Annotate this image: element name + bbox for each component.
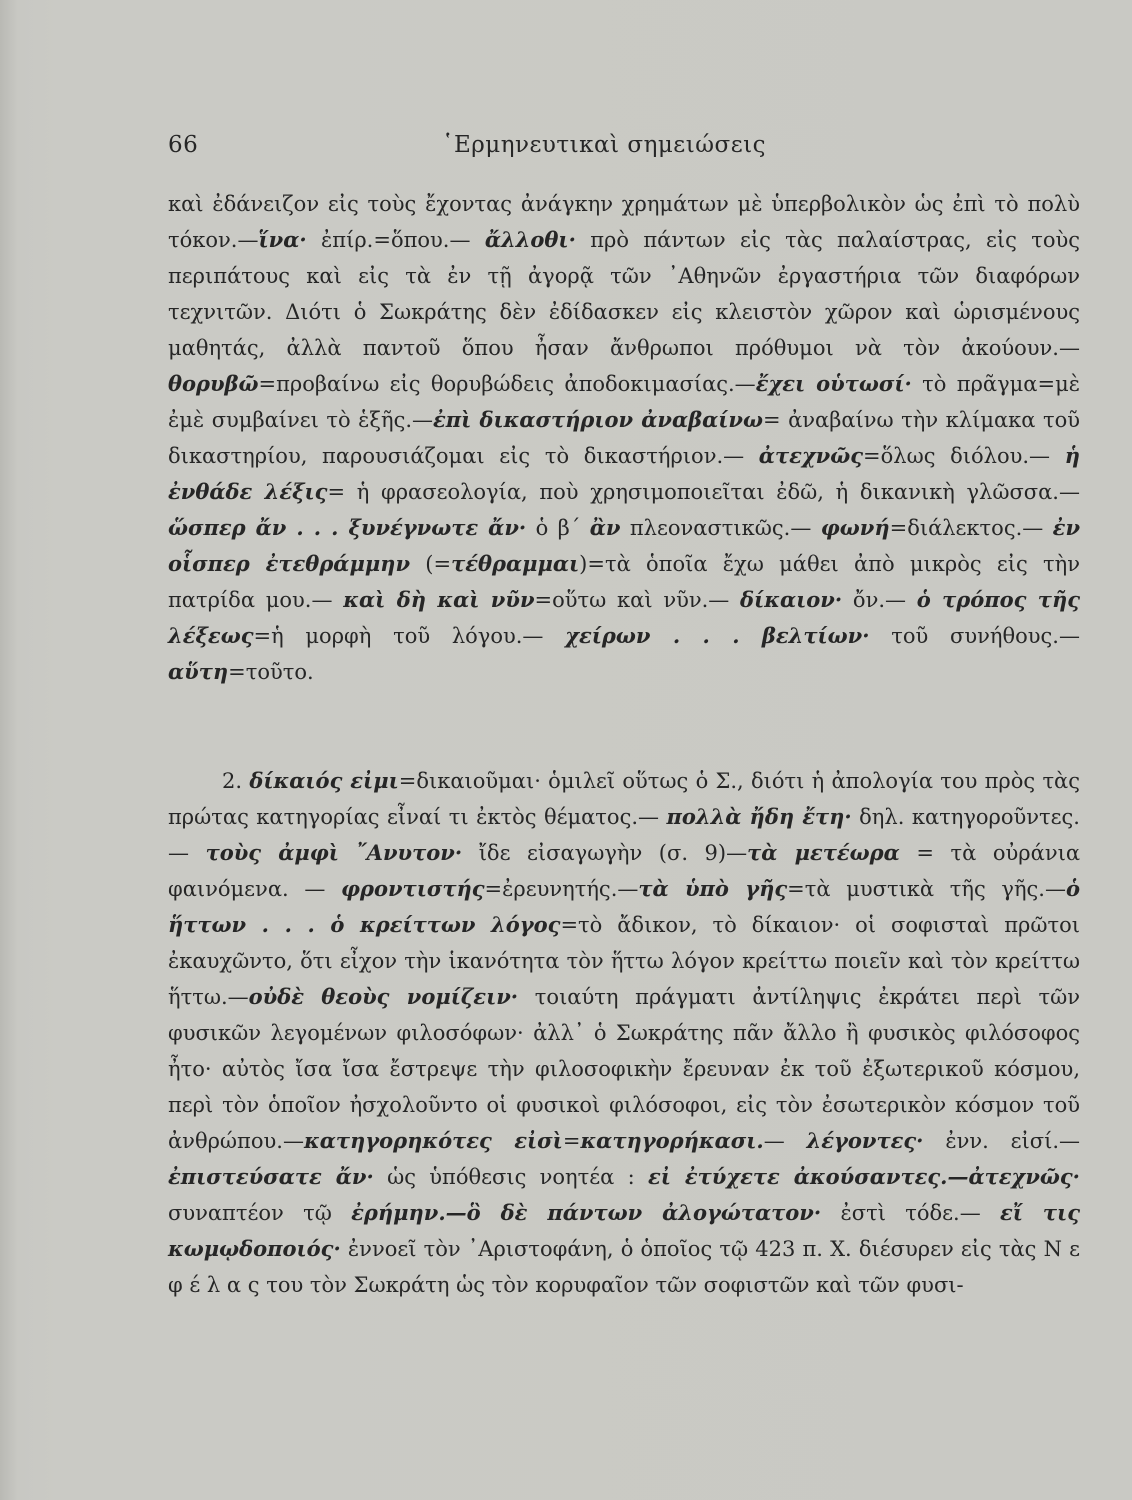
lemma: λέγοντες· (806, 1128, 924, 1153)
lemma: ἵνα· (258, 227, 307, 252)
lemma: ἀτεχνῶς (758, 443, 864, 468)
lemma: τέθραμμαι (451, 551, 580, 576)
lemma: ὥσπερ ἄν . . . ξυνέγνωτε ἄν· (168, 515, 527, 540)
lemma: πολλὰ ἤδη ἔτη· (666, 804, 852, 829)
lemma: ἔχει οὑτωσί· (755, 371, 912, 396)
commentary-paragraph-1 (168, 186, 1080, 690)
commentary-text: ἐστὶ τόδε.— (821, 1201, 1001, 1225)
commentary-text: ἴδε εἰσαγωγὴν (σ. 9)— (462, 841, 748, 865)
commentary-text: ἐνν. εἰσί.— (923, 1129, 1080, 1153)
lemma: ἡ ἐνθάδε λέξις (168, 443, 1080, 504)
commentary-text: δηλ. κατηγοροῦντες.— (168, 805, 1080, 865)
lemma: ἐπὶ δικαστήριον ἀναβαίνω (433, 407, 763, 432)
commentary-text: = ἡ φρασεολογία, ποὺ χρησιμοποιεῖται ἐδῶ, ἡ δικανικὴ γλῶσσα.— (327, 480, 1080, 504)
paragraph-text (168, 186, 1080, 690)
lemma: δίκαιός εἰμι (249, 768, 399, 793)
commentary-text: =τὸ ἄδικον, τὸ δίκαιον· οἱ σοφισταὶ πρῶτοι ἐκαυχῶντο, ὅτι εἶχον τὴν ἱκανότητα τὸν ἥττω λόγον κρείττω ποιεῖν καὶ τὸν κρείττω ἥττω.— (168, 913, 1080, 1009)
lemma: φωνή (820, 515, 890, 540)
commentary-text: 2. (222, 769, 250, 793)
lemma: αὕτη (168, 659, 229, 684)
commentary-text: συναπτέον τῷ (168, 1201, 352, 1225)
lemma: ἂν (589, 515, 621, 540)
commentary-text: ὁ β΄ (526, 516, 590, 540)
commentary-text: ὄν.— (842, 588, 917, 612)
lemma: ἐν οἷσπερ ἐτεθράμμην (168, 515, 1081, 576)
commentary-text: = τὰ οὐράνια φαινόμενα. — (168, 841, 1080, 901)
lemma: ἐπιστεύσατε ἄν· (168, 1164, 374, 1189)
lemma: θορυβῶ (168, 371, 259, 396)
commentary-text: καὶ ἐδάνειζον εἰς τοὺς ἔχοντας ἀνάγκην χρημάτων μὲ ὑπερβολικὸν ὡς ἐπὶ τὸ πολὺ τόκον.— (168, 192, 1080, 252)
commentary-text: =προβαίνω εἰς θορυβώδεις ἀποδοκιμασίας.— (258, 372, 756, 396)
lemma: κατηγορήκασι. (580, 1128, 764, 1153)
commentary-text: πρὸ πάντων εἰς τὰς παλαίστρας, εἰς τοὺς περιπάτους καὶ εἰς τὰ ἐν τῇ ἀγορᾷ τῶν ᾿Αθηνῶν ἐργαστήρια τῶν διαφόρων τεχνιτῶν. Διότι ὁ Σωκράτης δὲν ἐδίδασκεν εἰς κλειστὸν χῶρον καὶ ὡρισμένους μαθητάς, ἀλλὰ παντοῦ ὅπου ἦσαν ἄνθρωποι πρόθυμοι νὰ τὸν ἀκούουν.— (168, 228, 1080, 360)
commentary-text: πλεοναστικῶς.— (620, 516, 821, 540)
commentary-text: ὡς ὑπόθεσις νοητέα : (373, 1165, 649, 1189)
commentary-text: = (562, 1129, 581, 1153)
lemma: καὶ δὴ καὶ νῦν (343, 587, 535, 612)
lemma: εἰ ἐτύχετε ἀκούσαντες.—ἀτεχνῶς· (648, 1164, 1080, 1189)
commentary-text: τὸ πρᾶγμα=μὲ ἐμὲ συμβαίνει τὸ ἑξῆς.— (168, 372, 1080, 432)
commentary-text: ἐπίρ.=ὅπου.— (306, 228, 485, 252)
commentary-text: =τοῦτο. (228, 660, 314, 684)
lemma: ἐρήμην.—ὃ δὲ πάντων ἀλογώτατον· (351, 1200, 822, 1225)
lemma: κατηγορηκότες εἰσὶ (303, 1128, 563, 1153)
commentary-text: =ἐρευνητής.— (484, 877, 639, 901)
lemma: οὐδὲ θεοὺς νομίζειν· (248, 984, 519, 1009)
running-title: ῾Ερμηνευτικαὶ σημειώσεις (441, 132, 767, 158)
lemma: ἄλλοθι· (484, 227, 576, 252)
commentary-text: =ὅλως διόλου.— (863, 444, 1065, 468)
page-number: 66 (168, 132, 199, 158)
commentary-text: =τὰ μυστικὰ τῆς γῆς.— (787, 877, 1066, 901)
lemma: τὰ μετέωρα (747, 840, 900, 865)
commentary-text: = ἀναβαίνω τὴν κλίμακα τοῦ δικαστηρίου, παρουσιάζομαι εἰς τὸ δικαστήριον.— (168, 408, 1080, 468)
lemma: τὰ ὑπὸ γῆς (638, 876, 788, 901)
lemma: ὁ ἥττων . . . ὁ κρείττων λόγος (168, 876, 1080, 937)
lemma: δίκαιον· (740, 587, 843, 612)
commentary-text: τοῦ συνήθους.— (869, 624, 1080, 648)
commentary-text: ἐννοεῖ τὸν ᾿Αριστοφάνη, ὁ ὁποῖος τῷ 423 π. Χ. διέσυρεν εἰς τὰς Ν ε φ έ λ α ς του τὸν Σωκράτη ὡς τὸν κορυφαῖον τῶν σοφιστῶν καὶ τῶν φυσι- (168, 1237, 1080, 1297)
paragraph-text (168, 763, 1080, 1303)
commentary-text: =διάλεκτος.— (889, 516, 1053, 540)
commentary-text: (= (410, 552, 452, 576)
commentary-text: )=τὰ ὁποῖα ἔχω μάθει ἀπὸ μικρὸς εἰς τὴν πατρίδα μου.— (168, 552, 1080, 612)
commentary-text: =δικαιοῦμαι· ὁμιλεῖ οὕτως ὁ Σ., διότι ἡ ἀπολογία του πρὸς τὰς πρώτας κατηγορίας εἶναί τι ἐκτὸς θέματος.— (168, 769, 1081, 829)
lemma: εἴ τις κωμῳδοποιός· (168, 1200, 1080, 1261)
lemma: τοὺς ἀμφὶ ῎Ανυτον· (205, 840, 463, 865)
commentary-text: =ἡ μορφὴ τοῦ λόγου.— (253, 624, 566, 648)
page-header (168, 124, 1080, 164)
commentary-paragraph-2 (168, 763, 1080, 1303)
commentary-text: τοιαύτη πράγματι ἀντίληψις ἐκράτει περὶ τῶν φυσικῶν λεγομένων φιλοσόφων· ἀλλ᾿ ὁ Σωκράτης πᾶν ἄλλο ἢ φυσικὸς φιλόσοφος ἦτο· αὐτὸς ἴσα ἴσα ἔστρεψε τὴν φιλοσοφικὴν ἔρευναν ἐκ τοῦ ἐξωτερικοῦ κόσμου, περὶ τὸν ὁποῖον ἠσχολοῦντο οἱ φυσικοὶ φιλόσοφοι, εἰς τὸν ἐσωτερικὸν κόσμον τοῦ ἀνθρώπου.— (168, 985, 1081, 1153)
lemma: χείρων . . . βελτίων· (565, 623, 870, 648)
lemma: φροντιστής (341, 876, 485, 901)
commentary-text: =οὕτω καὶ νῦν.— (534, 588, 741, 612)
lemma: ὁ τρόπος τῆς λέξεως (168, 587, 1080, 648)
commentary-text: — (763, 1129, 807, 1153)
